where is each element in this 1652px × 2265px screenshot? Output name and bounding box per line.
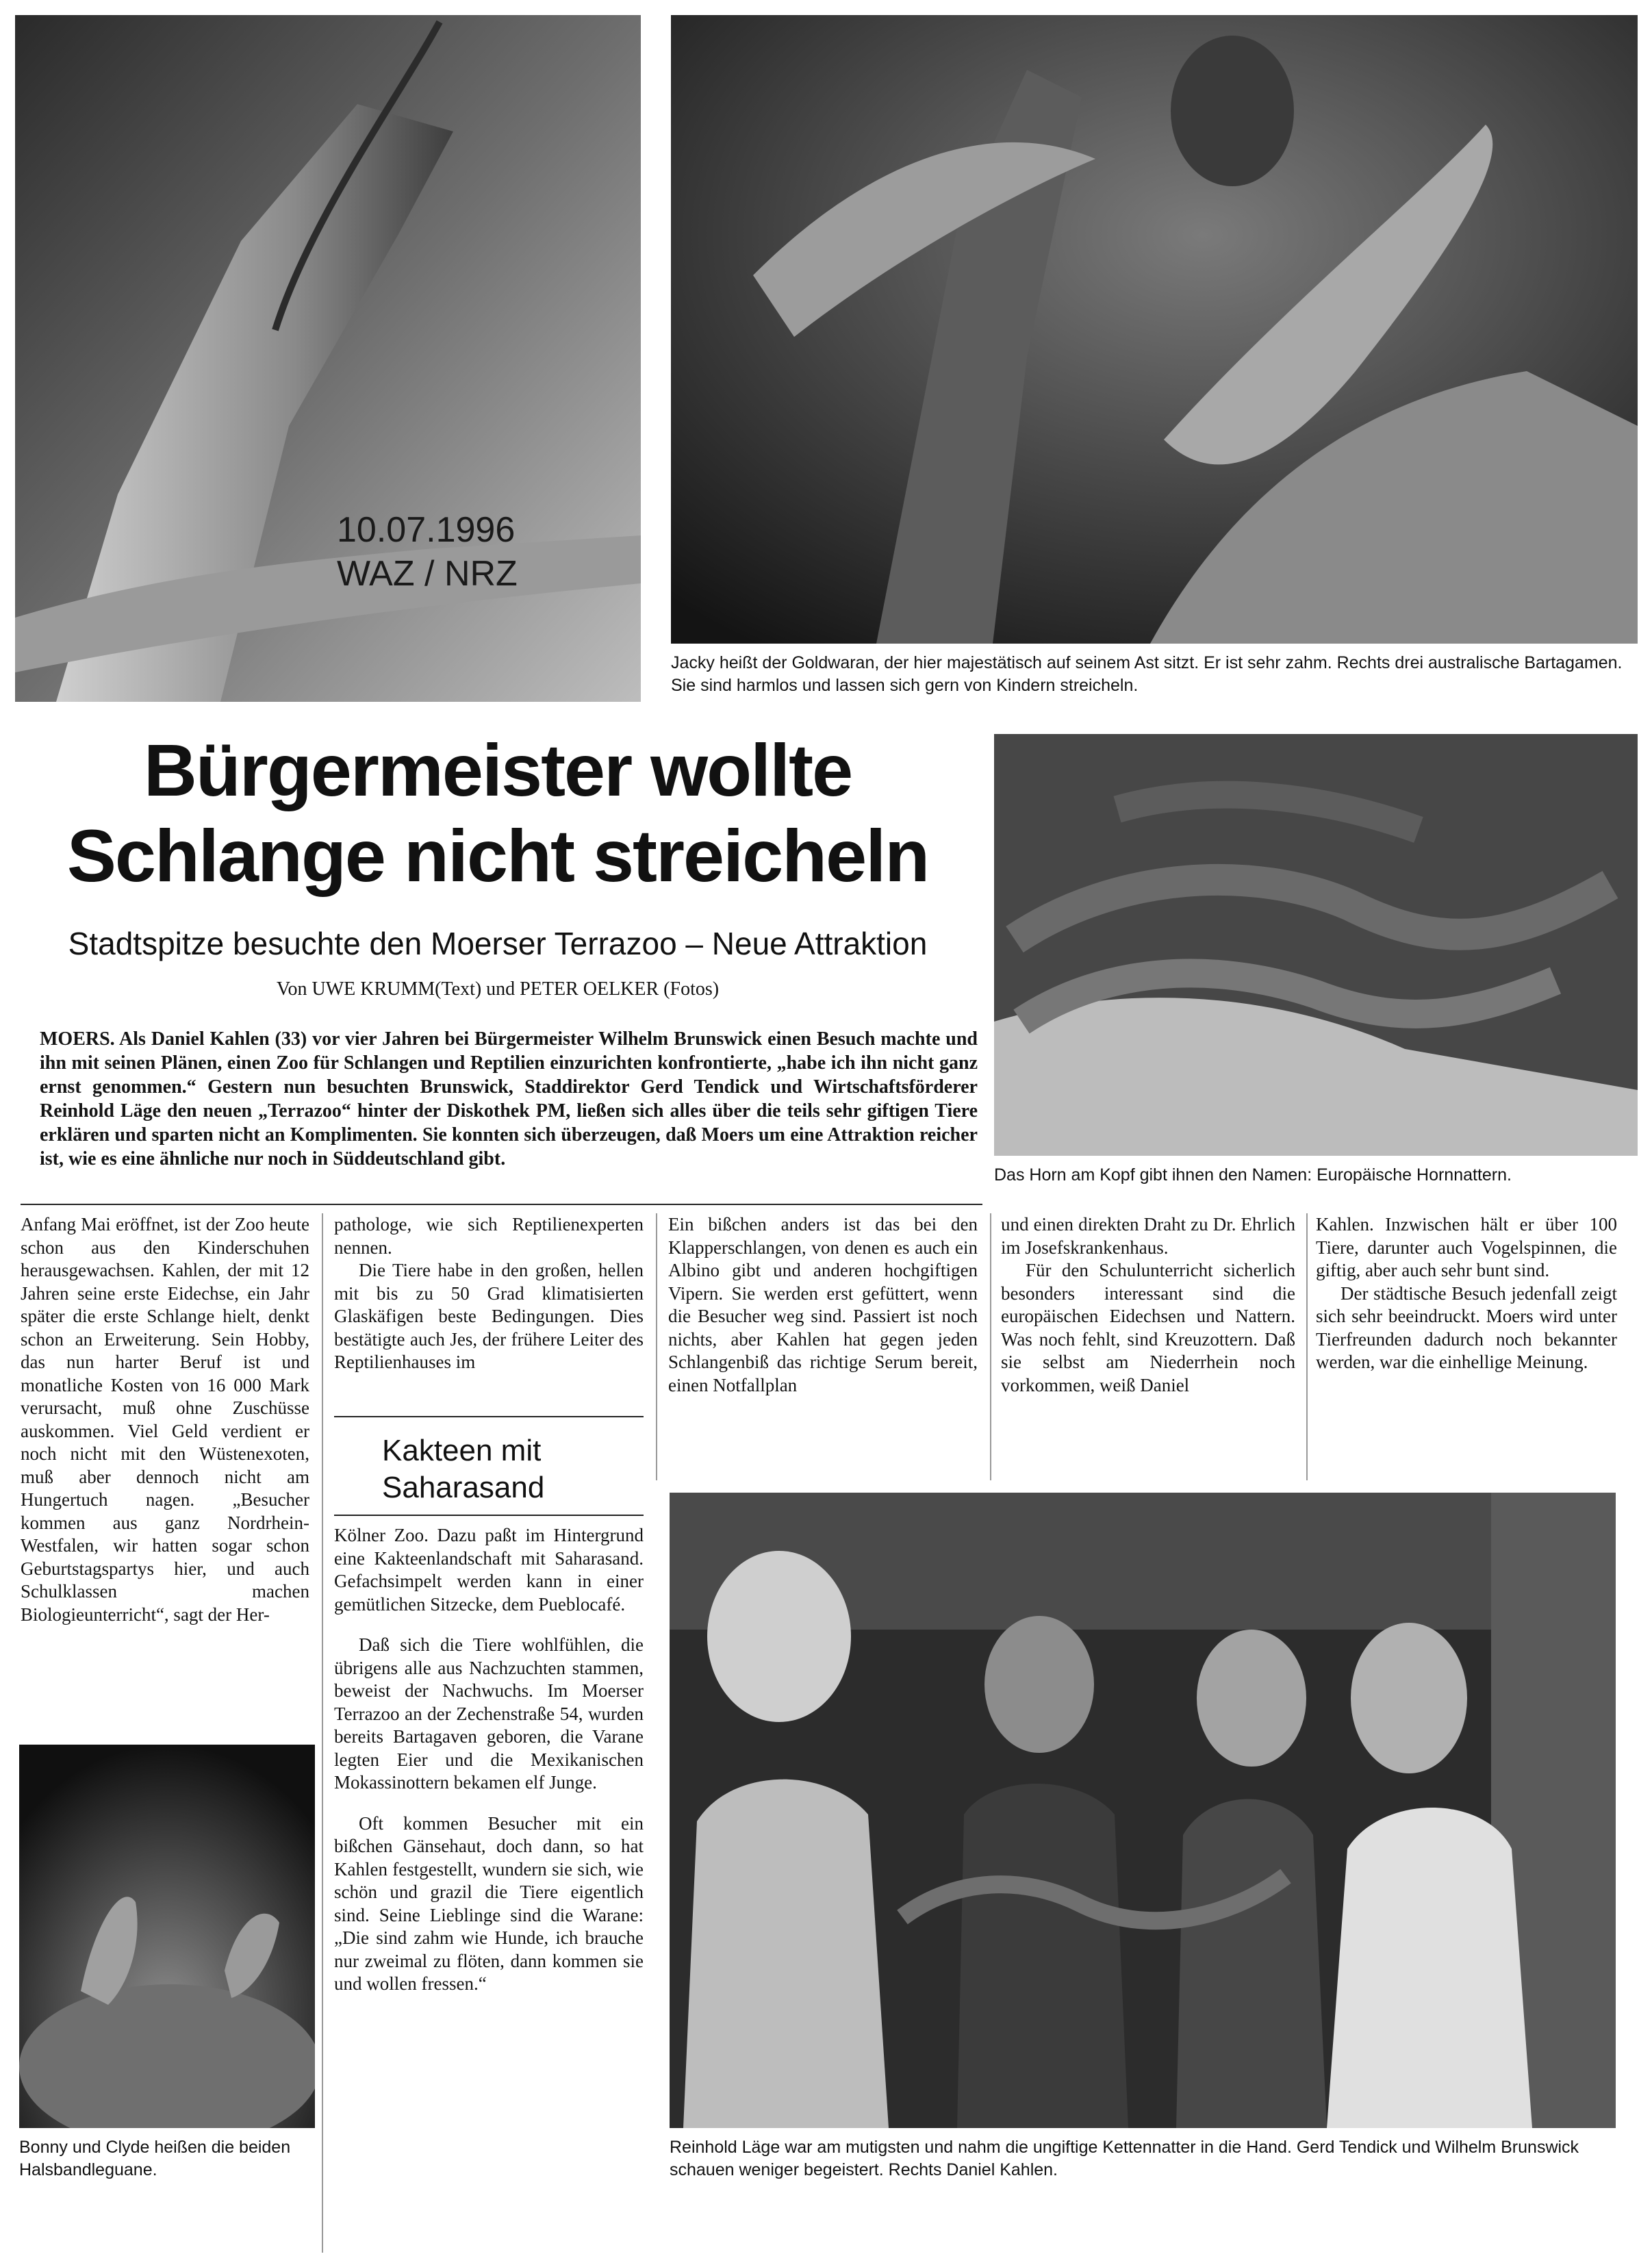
column-2-bottom <box>334 1524 644 1996</box>
subheading-rule-bottom <box>334 1515 644 1516</box>
col2-paragraph-1: pathologe, wie sich Reptilienexperten nennen. <box>334 1214 644 1258</box>
col3-paragraph-1: Ein bißchen anders ist das bei den Klapperschlangen, von denen es auch ein Albino gibt und anderen hochgiftigen Vipern. Sie werden erst gefüttert, wenn die Besucher weg sind. Passiert ist noch nichts, aber Kahlen hat gegen jeden Schlangenbiß das richtige Serum bereit, einen Notfallplan <box>668 1214 978 1395</box>
byline: Von UWE KRUMM(Text) und PETER OELKER (Fotos) <box>276 978 720 1000</box>
lead-divider <box>21 1204 982 1205</box>
archive-stamp <box>337 508 583 596</box>
subheading-rule-top <box>334 1416 644 1417</box>
group-snake-image <box>670 1493 1616 2128</box>
caption-hornotter: Das Horn am Kopf gibt ihnen den Namen: Europäische Hornnattern. <box>994 1165 1512 1185</box>
col1-paragraph-1: Anfang Mai eröffnet, ist der Zoo heute schon aus den Kinderschuhen herausgewachsen. Kahlen, der mit 12 Jahren seine erste Eidechse, ein Jahr später die erste Schlange hielt, denkt schon an Erweiterung. Sein Hobby, das nun harter Beruf ist und monatliche Kosten von 16 000 Mark verursacht, muß ohne Zuschüsse auskommen. Viel Geld verdient er noch nicht mit den Wüstenexoten, muß aber dennoch nicht am Hungertuch nagen. „Besucher kommen aus ganz Nordrhein-Westfalen, wir hatten sogar schon Geburtstagspartys hier, und auch Schulklassen machen Biologieunterricht“, sagt der Her- <box>21 1214 309 1625</box>
col4-paragraph-1: und einen direkten Draht zu Dr. Ehrlich im Josefskrankenhaus. <box>1001 1214 1295 1258</box>
column-divider-4 <box>1306 1213 1308 1480</box>
caption-goldwaran: Jacky heißt der Goldwaran, der hier majestätisch auf seinem Ast sitzt. Er ist sehr zahm. Rechts drei australische Bartagamen. Sie sind harmlos und lassen sich gern von Kindern streicheln. <box>671 653 1623 695</box>
column-divider-3 <box>990 1213 991 1480</box>
caption-group: Reinhold Läge war am mutigsten und nahm die ungiftige Kettennatter in die Hand. Gerd Tendick und Wilhelm Brunswick schauen weniger begeistert. Rechts Daniel Kahlen. <box>670 2138 1579 2179</box>
stamp-source: WAZ / NRZ <box>337 554 518 594</box>
column-1 <box>21 1213 309 1626</box>
lead-paragraph: MOERS. Als Daniel Kahlen (33) vor vier Jahren bei Bürgermeister Wilhelm Brunswick einen Besuch machte und ihn mit seinen Plänen, einen Zoo für Schlangen und Reptilien einzurichten konfrontierte, „habe ich ihn nicht ganz ernst genommen.“ Gestern nun besuchten Brunswick, Staddirektor Gerd Tendick und Wirtschaftsförderer Reinhold Läge den neuen „Terrazoo“ hinter der Diskothek PM, ließen sich alles über die teils sehr giftigen Tiere erklären und sparten nicht an Komplimenten. Sie konnten sich überzeugen, daß Moers um eine Attraktion reicher ist, wie es eine ähnliche nur noch in Süddeutschland gibt. <box>40 1028 978 1169</box>
subheading-kakteen <box>382 1432 642 1506</box>
photo-bartagamen <box>671 15 1638 644</box>
photo-hornotter <box>994 734 1638 1156</box>
column-divider-1 <box>322 1213 323 2253</box>
subheading-line-1: Kakteen mit <box>382 1434 542 1467</box>
photo-halsbandleguane <box>19 1745 315 2128</box>
collared-lizards-image <box>19 1745 315 2128</box>
col2b-paragraph-3: Oft kommen Besucher mit ein bißchen Gänsehaut, doch dann, so hat Kahlen festgestellt, wundern sie sich, wie schön und grazil die Tiere eigentlich sind. Seine Lieblinge sind die Warane: „Die sind zahm wie Hunde, ich brauche nur zweimal zu flöten, dann kommen sie und wollen fressen.“ <box>334 1812 644 1994</box>
caption-halsbandleguane: Bonny und Clyde heißen die beiden Halsbandleguane. <box>19 2138 291 2179</box>
branch-lizard-image <box>15 15 641 702</box>
col2-paragraph-2: Die Tiere habe in den großen, hellen mit bis zu 50 Grad klimatisierten Glaskäfigen beste Bedingungen. Dies bestätigte auch Jes, der frühere Leiter des Reptilienhauses im <box>334 1260 644 1372</box>
col2b-paragraph-2: Daß sich die Tiere wohlfühlen, die übrigens alle aus Nachzuchten stammen, beweist der Nachwuchs. Im Moerser Terrazoo an der Zechenstraße 54, wurden bereits Bartagaven geboren, die Varane legten Eier und die Mexikanischen Mokassinottern bekamen elf Junge. <box>334 1634 644 1793</box>
stamp-date: 10.07.1996 <box>337 510 516 550</box>
photo-goldwaran-branch <box>15 15 641 702</box>
column-divider-2 <box>656 1213 657 1480</box>
subheading-line-2: Saharasand <box>382 1471 545 1504</box>
col5-paragraph-2: Der städtische Besuch jedenfall zeigt sich sehr beeindruckt. Moers wird unter Tierfreunden dadurch noch bekannter werden, war die einhellige Meinung. <box>1316 1282 1617 1372</box>
headline-line-1: Bürgermeister wollte <box>143 729 852 811</box>
column-5 <box>1316 1213 1617 1374</box>
photo-group-visit <box>670 1493 1616 2128</box>
col2b-paragraph-1: Kölner Zoo. Dazu paßt im Hintergrund eine Kakteenlandschaft mit Saharasand. Gefachsimpelt werden kann in einer gemütlichen Sitzecke, dem Pueblocafé. <box>334 1525 644 1615</box>
column-4 <box>1001 1213 1295 1397</box>
col5-paragraph-1: Kahlen. Inzwischen hält er über 100 Tiere, darunter auch Vogelspinnen, die giftig, aber auch sehr bunt sind. <box>1316 1214 1617 1280</box>
column-3 <box>668 1213 978 1397</box>
subheadline: Stadtspitze besuchte den Moerser Terrazoo – Neue Attraktion <box>68 926 928 961</box>
headline <box>15 727 980 898</box>
bearded-dragons-image <box>671 15 1638 644</box>
column-2-top <box>334 1213 644 1374</box>
headline-line-2: Schlange nicht streicheln <box>66 814 929 897</box>
horned-viper-image <box>994 734 1638 1156</box>
col4-paragraph-2: Für den Schulunterricht sicherlich besonders interessant sind die europäischen Eidechsen und Nattern. Was noch fehlt, sind Kreuzottern. Daß sie selbst am Niederrhein noch vorkommen, weiß Daniel <box>1001 1260 1295 1395</box>
